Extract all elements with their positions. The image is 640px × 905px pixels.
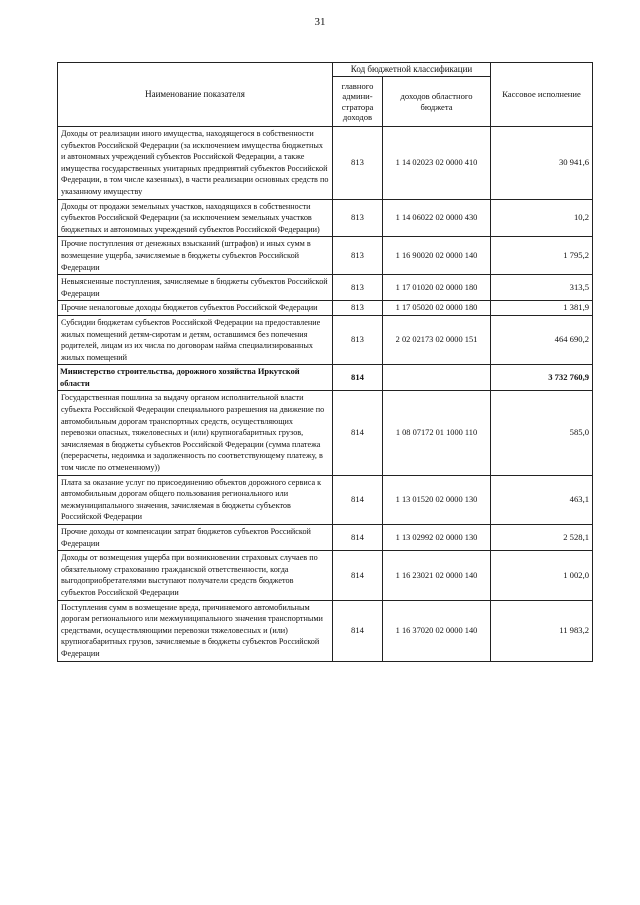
- table-row: [58, 365, 593, 391]
- row-revenue-code: 1 17 05020 02 0000 180: [383, 301, 491, 316]
- row-name: Плата за оказание услуг по присоединению объектов дорожного сервиса к автомобильным дорогам общего пользования регионального или межмуниципального значения, зачисляемая в бюджеты субъектов Российской Федерации: [58, 475, 333, 524]
- row-revenue-code: 1 14 02023 02 0000 410: [383, 127, 491, 200]
- row-name: Доходы от продажи земельных участков, находящихся в собственности субъектов Российской Федерации (за исключением земельных участков бюджетных и автономных учреждений субъектов Российской Федерации): [58, 199, 333, 237]
- row-name: Невыясненные поступления, зачисляемые в бюджеты субъектов Российской Федерации: [58, 275, 333, 301]
- table-row: [58, 199, 593, 237]
- row-name: Доходы от возмещения ущерба при возникновении страховых случаев по обязательному страхованию гражданской ответственности, когда выгодоприобретателями выступают получатели средств бюджетов субъектов Российской Федерации: [58, 551, 333, 600]
- row-name: Субсидии бюджетам субъектов Российской Федерации на предоставление жилых помещений детям-сиротам и детям, оставшимся без попечения родителей, лицам из их числа по договорам найма специализированных жилых помещений: [58, 315, 333, 364]
- row-admin-code: 814: [333, 525, 383, 551]
- header-admin: главного админи-стратора доходов: [333, 77, 383, 127]
- table-row: [58, 391, 593, 475]
- row-revenue-code: 1 16 23021 02 0000 140: [383, 551, 491, 600]
- row-amount: 11 983,2: [491, 600, 593, 661]
- row-name: Доходы от реализации иного имущества, находящегося в собственности субъектов Российской Федерации (за исключением имущества бюджетных и автономных учреждений субъектов Российской Федерации, а также имущества государственных унитарных предприятий субъектов Российской Федерации, в том числе казенных), в части реализации основных средств по указанному имуществу: [58, 127, 333, 200]
- row-admin-code: 814: [333, 600, 383, 661]
- row-admin-code: 813: [333, 199, 383, 237]
- row-revenue-code: 1 08 07172 01 1000 110: [383, 391, 491, 475]
- header-name: Наименование показателя: [58, 63, 333, 127]
- row-admin-code: 814: [333, 365, 383, 391]
- table-row: [58, 127, 593, 200]
- row-admin-code: 814: [333, 551, 383, 600]
- page-number: 31: [314, 16, 326, 28]
- row-name: Прочие неналоговые доходы бюджетов субъектов Российской Федерации: [58, 301, 333, 316]
- row-amount: 463,1: [491, 475, 593, 524]
- row-amount: 313,5: [491, 275, 593, 301]
- budget-revenue-table: [57, 62, 593, 662]
- row-revenue-code: 1 14 06022 02 0000 430: [383, 199, 491, 237]
- row-admin-code: 813: [333, 315, 383, 364]
- row-amount: 3 732 760,9: [491, 365, 593, 391]
- row-revenue-code: [383, 365, 491, 391]
- row-revenue-code: 1 17 01020 02 0000 180: [383, 275, 491, 301]
- row-revenue-code: 1 16 90020 02 0000 140: [383, 237, 491, 275]
- row-amount: 2 528,1: [491, 525, 593, 551]
- row-amount: 1 381,9: [491, 301, 593, 316]
- table-row: [58, 301, 593, 316]
- row-revenue-code: 1 13 01520 02 0000 130: [383, 475, 491, 524]
- row-amount: 464 690,2: [491, 315, 593, 364]
- header-amount: Кассовое исполнение: [491, 63, 593, 127]
- row-name: Прочие поступления от денежных взысканий (штрафов) и иных сумм в возмещение ущерба, зачисляемые в бюджеты субъектов Российской Федерации: [58, 237, 333, 275]
- row-amount: 1 002,0: [491, 551, 593, 600]
- row-amount: 585,0: [491, 391, 593, 475]
- row-admin-code: 813: [333, 275, 383, 301]
- header-revenue-code: доходов областного бюджета: [383, 77, 491, 127]
- table-row: [58, 525, 593, 551]
- table-row: [58, 315, 593, 364]
- table-row: [58, 600, 593, 661]
- row-admin-code: 814: [333, 391, 383, 475]
- row-name: Государственная пошлина за выдачу органом исполнительной власти субъекта Российской Федерации специального разрешения на движение по автомобильным дорогам транспортных средств, осуществляющих перевозки опасных, тяжеловесных и (или) крупногабаритных грузов, зачисляемая в бюджеты субъектов Российской Федерации (сумма платежа (перерасчеты, недоимка и задолженность по соответствующему платежу, в том числе по отмененному)): [58, 391, 333, 475]
- table-row: [58, 475, 593, 524]
- row-admin-code: 814: [333, 475, 383, 524]
- row-name: Министерство строительства, дорожного хозяйства Иркутской области: [58, 365, 333, 391]
- row-name: Прочие доходы от компенсации затрат бюджетов субъектов Российской Федерации: [58, 525, 333, 551]
- table-row: [58, 275, 593, 301]
- row-admin-code: 813: [333, 301, 383, 316]
- row-admin-code: 813: [333, 127, 383, 200]
- row-amount: 10,2: [491, 199, 593, 237]
- table-row: [58, 237, 593, 275]
- row-amount: 30 941,6: [491, 127, 593, 200]
- row-name: Поступления сумм в возмещение вреда, причиняемого автомобильным дорогам регионального или межмуниципального значения транспортными средствами, осуществляющими перевозки тяжеловесных и (или) крупногабаритных грузов, зачисляемые в бюджеты субъектов Российской Федерации: [58, 600, 333, 661]
- header-code-group: Код бюджетной классификации: [333, 63, 491, 77]
- row-revenue-code: 2 02 02173 02 0000 151: [383, 315, 491, 364]
- row-amount: 1 795,2: [491, 237, 593, 275]
- table-row: [58, 551, 593, 600]
- row-revenue-code: 1 13 02992 02 0000 130: [383, 525, 491, 551]
- row-revenue-code: 1 16 37020 02 0000 140: [383, 600, 491, 661]
- row-admin-code: 813: [333, 237, 383, 275]
